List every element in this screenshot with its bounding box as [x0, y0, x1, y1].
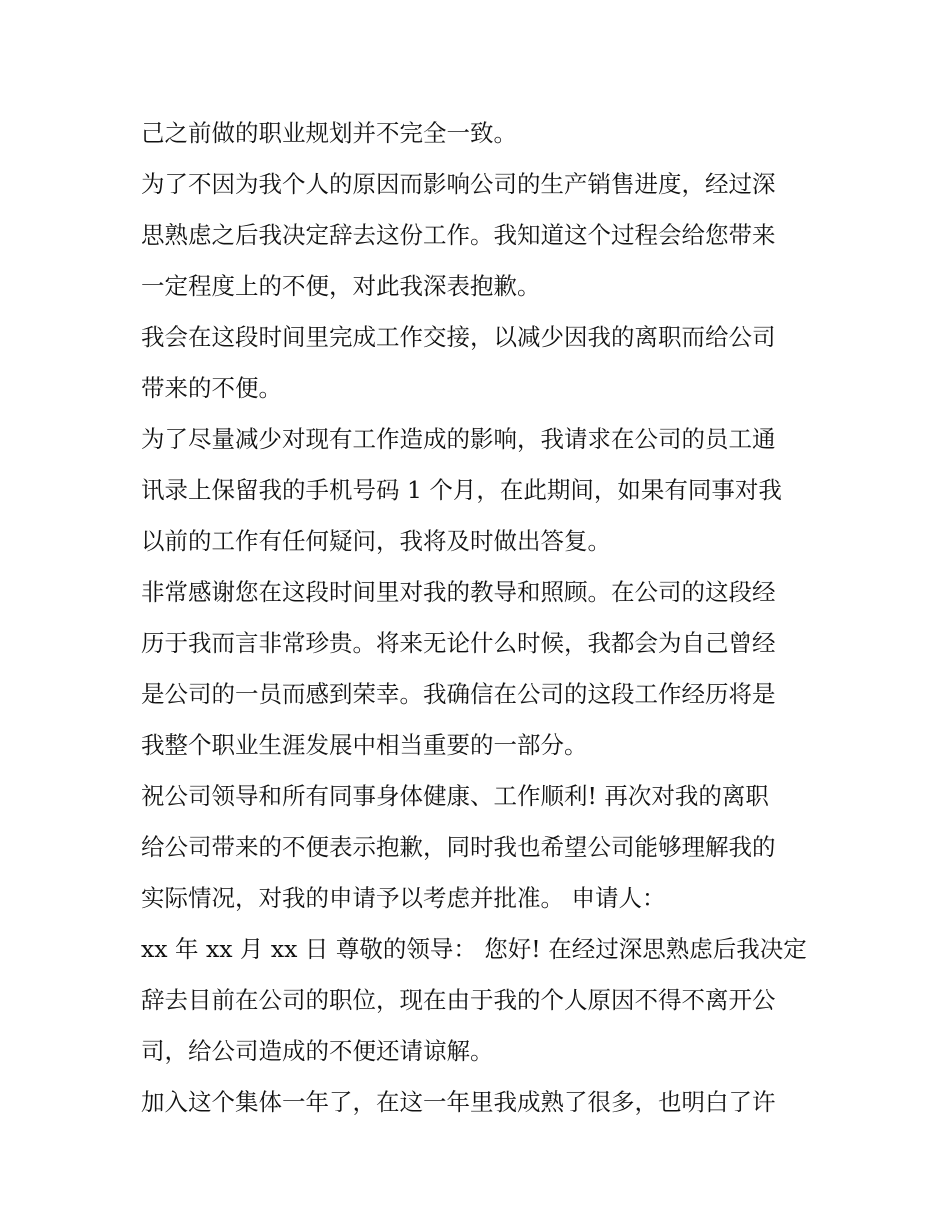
text-line: 讯录上保留我的手机号码 1 个月，在此期间，如果有同事对我: [141, 476, 782, 504]
text-line: 我会在这段时间里完成工作交接，以减少因我的离职而给公司: [141, 323, 776, 351]
text-line: xx 年 xx 月 xx 日 尊敬的领导： 您好! 在经过深思熟虑后我决定: [141, 935, 807, 963]
text-line: 一定程度上的不便，对此我深表抱歉。: [141, 272, 541, 300]
text-line: 己之前做的职业规划并不完全一致。: [141, 119, 517, 147]
text-line: 为了不因为我个人的原因而影响公司的生产销售进度，经过深: [141, 170, 776, 198]
text-line: 非常感谢您在这段时间里对我的教导和照顾。在公司的这段经: [141, 578, 776, 606]
text-line: 带来的不便。: [141, 374, 282, 402]
text-line: 为了尽量减少对现有工作造成的影响，我请求在公司的员工通: [141, 425, 776, 453]
text-line: 祝公司领导和所有同事身体健康、工作顺利! 再次对我的离职: [141, 782, 769, 810]
text-line: 是公司的一员而感到荣幸。我确信在公司的这段工作经历将是: [141, 680, 776, 708]
text-line: 司，给公司造成的不便还请谅解。: [141, 1037, 494, 1065]
text-line: 历于我而言非常珍贵。将来无论什么时候，我都会为自己曾经: [141, 629, 776, 657]
text-line: 以前的工作有任何疑问，我将及时做出答复。: [141, 527, 611, 555]
text-line: 辞去目前在公司的职位，现在由于我的个人原因不得不离开公: [141, 986, 776, 1014]
letter-body: [141, 108, 821, 1128]
text-line: 我整个职业生涯发展中相当重要的一部分。: [141, 731, 588, 759]
text-line: 给公司带来的不便表示抱歉，同时我也希望公司能够理解我的: [141, 833, 776, 861]
text-line: 实际情况，对我的申请予以考虑并批准。 申请人：: [141, 884, 666, 912]
text-line: 思熟虑之后我决定辞去这份工作。我知道这个过程会给您带来: [141, 221, 776, 249]
text-line: 加入这个集体一年了，在这一年里我成熟了很多，也明白了许: [141, 1088, 776, 1116]
